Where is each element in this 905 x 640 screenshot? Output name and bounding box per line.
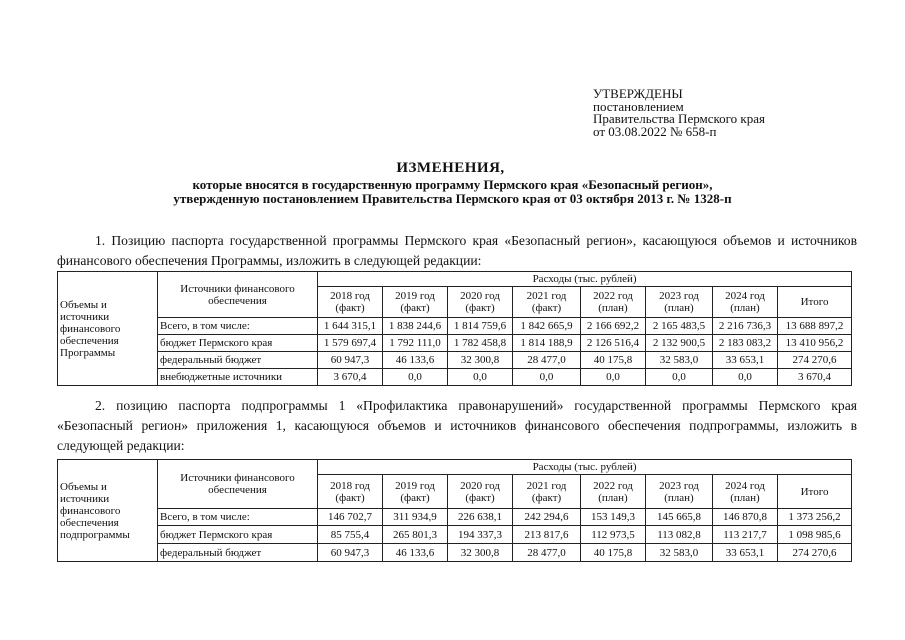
table2-label: Объемы и источники финансового обеспечения подпрограммы [58, 460, 158, 562]
cell: 0,0 [713, 369, 778, 386]
cell: 1 098 985,6 [778, 526, 852, 544]
approval-date: от 03.08.2022 № 658-п [593, 123, 717, 139]
cell: 2 126 516,4 [581, 335, 646, 352]
row-label: бюджет Пермского края [158, 335, 318, 352]
table2-sources-header: Источники финансового обеспечения [158, 460, 318, 509]
table-row [58, 526, 852, 544]
row-label: федеральный бюджет [158, 352, 318, 369]
cell: 13 688 897,2 [778, 318, 852, 335]
table2-expenses-header: Расходы (тыс. рублей) [318, 460, 852, 475]
cell: 1 814 188,9 [513, 335, 581, 352]
cell: 1 842 665,9 [513, 318, 581, 335]
table1-label: Объемы и источники финансового обеспечения Программы [58, 272, 158, 386]
cell: 40 175,8 [581, 352, 646, 369]
approval-stamp [593, 88, 765, 138]
row-label: Всего, в том числе: [158, 509, 318, 526]
cell: 112 973,5 [581, 526, 646, 544]
subtitle-line-2: утвержденную постановлением Правительства Пермского края от 03 октября 2013 г. № 1328-п [173, 191, 732, 206]
table2-year-header: 2018 год (факт) [318, 475, 383, 509]
cell: 33 653,1 [713, 352, 778, 369]
table2-year-header: 2020 год (факт) [448, 475, 513, 509]
cell: 32 300,8 [448, 544, 513, 562]
paragraph-2 [57, 396, 857, 456]
cell: 3 670,4 [778, 369, 852, 386]
table-row [58, 369, 852, 386]
row-label: бюджет Пермского края [158, 526, 318, 544]
cell: 0,0 [383, 369, 448, 386]
table1-year-header: 2019 год (факт) [383, 287, 448, 318]
cell: 28 477,0 [513, 352, 581, 369]
cell: 0,0 [646, 369, 713, 386]
cell: 194 337,3 [448, 526, 513, 544]
cell: 311 934,9 [383, 509, 448, 526]
subprogram-finance-table [57, 459, 852, 562]
table2-year-header: 2023 год (план) [646, 475, 713, 509]
cell: 2 165 483,5 [646, 318, 713, 335]
table2-year-header: 2024 год (план) [713, 475, 778, 509]
table1-year-header: 2023 год (план) [646, 287, 713, 318]
cell: 2 216 736,3 [713, 318, 778, 335]
cell: 153 149,3 [581, 509, 646, 526]
cell: 242 294,6 [513, 509, 581, 526]
table2-year-header: 2022 год (план) [581, 475, 646, 509]
cell: 1 838 244,6 [383, 318, 448, 335]
approval-line: постановлением [593, 98, 684, 114]
table1-expenses-header: Расходы (тыс. рублей) [318, 272, 852, 287]
cell: 145 665,8 [646, 509, 713, 526]
table1-year-header: 2020 год (факт) [448, 287, 513, 318]
table2-year-header: 2021 год (факт) [513, 475, 581, 509]
document-subtitle [0, 178, 905, 206]
table1-year-header: 2018 год (факт) [318, 287, 383, 318]
approval-title: УТВЕРЖДЕНЫ [593, 86, 683, 101]
cell: 274 270,6 [778, 544, 852, 562]
cell: 1 579 697,4 [318, 335, 383, 352]
cell: 2 183 083,2 [713, 335, 778, 352]
cell: 1 782 458,8 [448, 335, 513, 352]
cell: 3 670,4 [318, 369, 383, 386]
cell: 274 270,6 [778, 352, 852, 369]
cell: 113 082,8 [646, 526, 713, 544]
paragraph-1-text: 1. Позицию паспорта государственной программы Пермского края «Безопасный регион», касающуюся объемов и источников финансового обеспечения Программы, изложить в следующей редакции: [57, 233, 857, 268]
cell: 85 755,4 [318, 526, 383, 544]
table2-year-header: 2019 год (факт) [383, 475, 448, 509]
cell: 146 870,8 [713, 509, 778, 526]
cell: 33 653,1 [713, 544, 778, 562]
cell: 1 644 315,1 [318, 318, 383, 335]
program-finance-table [57, 271, 852, 386]
table1-year-header: 2021 год (факт) [513, 287, 581, 318]
table-row [58, 335, 852, 352]
cell: 40 175,8 [581, 544, 646, 562]
cell: 1 814 759,6 [448, 318, 513, 335]
cell: 46 133,6 [383, 544, 448, 562]
cell: 1 373 256,2 [778, 509, 852, 526]
cell: 113 217,7 [713, 526, 778, 544]
row-label: федеральный бюджет [158, 544, 318, 562]
cell: 32 300,8 [448, 352, 513, 369]
cell: 146 702,7 [318, 509, 383, 526]
cell: 60 947,3 [318, 352, 383, 369]
cell: 0,0 [448, 369, 513, 386]
cell: 2 132 900,5 [646, 335, 713, 352]
subtitle-line-1: которые вносятся в государственную программу Пермского края «Безопасный регион», [192, 177, 713, 192]
table1-sources-header: Источники финансового обеспечения [158, 272, 318, 318]
approval-line: Правительства Пермского края [593, 111, 765, 126]
table2-total-header: Итого [778, 475, 852, 509]
cell: 265 801,3 [383, 526, 448, 544]
row-label: Всего, в том числе: [158, 318, 318, 335]
cell: 13 410 956,2 [778, 335, 852, 352]
cell: 46 133,6 [383, 352, 448, 369]
table1-year-header: 2022 год (план) [581, 287, 646, 318]
cell: 32 583,0 [646, 544, 713, 562]
cell: 32 583,0 [646, 352, 713, 369]
cell: 226 638,1 [448, 509, 513, 526]
table-row [58, 318, 852, 335]
table1-year-header: 2024 год (план) [713, 287, 778, 318]
cell: 0,0 [513, 369, 581, 386]
table-row [58, 352, 852, 369]
cell: 0,0 [581, 369, 646, 386]
document-title: ИЗМЕНЕНИЯ, [396, 160, 505, 176]
paragraph-1 [57, 231, 857, 271]
table-row [58, 509, 852, 526]
table1-total-header: Итого [778, 287, 852, 318]
row-label: внебюджетные источники [158, 369, 318, 386]
paragraph-2-text: 2. позицию паспорта подпрограммы 1 «Профилактика правонарушений» государственной программы Пермского края «Безопасный регион» приложения 1, касающуюся объемов и источников финансового обеспечения подпрограммы, изложить в следующей редакции: [57, 398, 857, 453]
cell: 2 166 692,2 [581, 318, 646, 335]
cell: 60 947,3 [318, 544, 383, 562]
cell: 1 792 111,0 [383, 335, 448, 352]
cell: 28 477,0 [513, 544, 581, 562]
table-row [58, 544, 852, 562]
cell: 213 817,6 [513, 526, 581, 544]
